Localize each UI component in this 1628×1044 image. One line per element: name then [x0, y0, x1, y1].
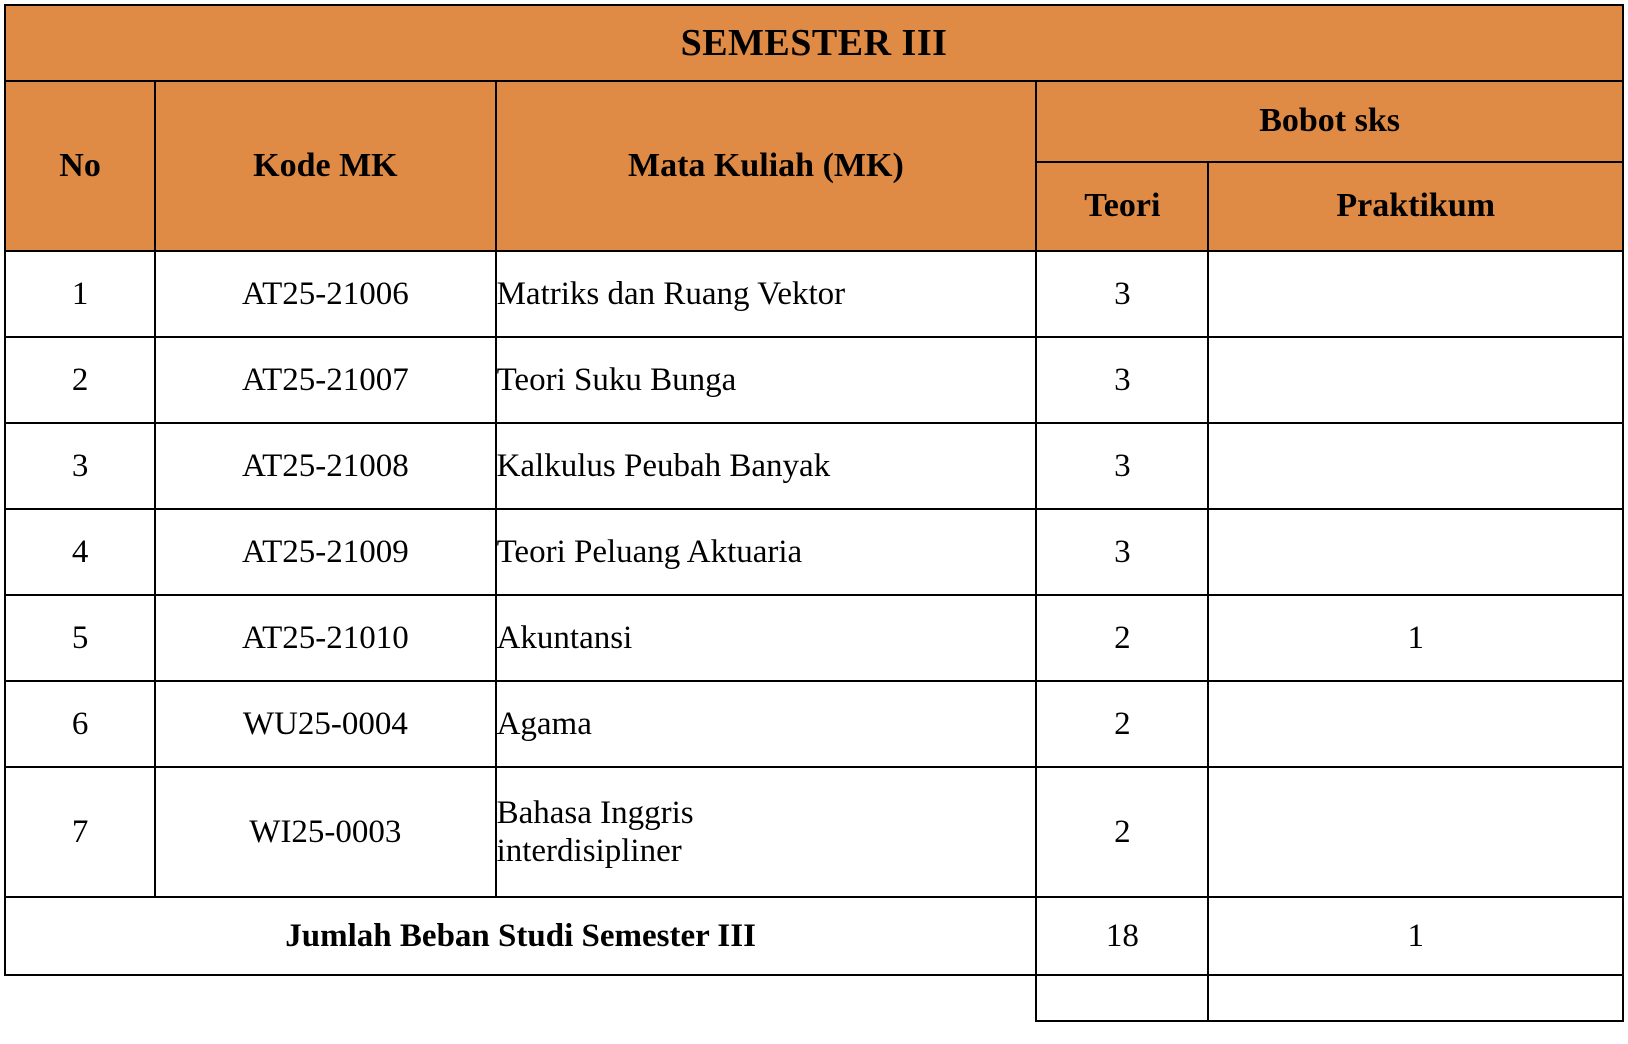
row-kode: AT25-21008 — [155, 423, 495, 509]
table-tail-row — [5, 975, 1623, 1021]
row-no: 3 — [5, 423, 155, 509]
header-no: No — [5, 81, 155, 251]
tail-spacer-left — [5, 975, 1036, 1021]
document-page — [0, 4, 1628, 1044]
row-kode: AT25-21010 — [155, 595, 495, 681]
total-label: Jumlah Beban Studi Semester III — [5, 897, 1036, 975]
row-teori: 3 — [1036, 251, 1208, 337]
table-row — [5, 423, 1623, 509]
row-teori: 3 — [1036, 423, 1208, 509]
row-kode: AT25-21007 — [155, 337, 495, 423]
row-mata-kuliah: Akuntansi — [496, 595, 1037, 681]
table-row — [5, 767, 1623, 897]
row-kode: AT25-21006 — [155, 251, 495, 337]
table-row — [5, 681, 1623, 767]
table-row — [5, 251, 1623, 337]
table-total-row — [5, 897, 1623, 975]
row-mata-kuliah-line1: Bahasa Inggris — [496, 794, 694, 831]
header-bobot-sks: Bobot sks — [1036, 81, 1623, 162]
row-mata-kuliah: Teori Peluang Aktuaria — [496, 509, 1037, 595]
row-teori: 2 — [1036, 681, 1208, 767]
row-praktikum — [1208, 251, 1623, 337]
row-mata-kuliah: Agama — [496, 681, 1037, 767]
header-mata-kuliah: Mata Kuliah (MK) — [496, 81, 1037, 251]
table-row — [5, 337, 1623, 423]
table-row — [5, 509, 1623, 595]
row-no: 7 — [5, 767, 155, 897]
row-teori: 3 — [1036, 337, 1208, 423]
row-mata-kuliah-line2: interdisipliner — [496, 833, 682, 869]
semester-curriculum-table — [4, 4, 1624, 1022]
table-title: SEMESTER III — [5, 5, 1623, 81]
row-no: 2 — [5, 337, 155, 423]
row-teori: 2 — [1036, 595, 1208, 681]
row-praktikum — [1208, 767, 1623, 897]
row-no: 6 — [5, 681, 155, 767]
tail-teori-cell — [1036, 975, 1208, 1021]
row-mata-kuliah: Kalkulus Peubah Banyak — [496, 423, 1037, 509]
tail-praktikum-cell — [1208, 975, 1623, 1021]
row-praktikum — [1208, 509, 1623, 595]
row-no: 4 — [5, 509, 155, 595]
row-teori: 3 — [1036, 509, 1208, 595]
row-mata-kuliah: Teori Suku Bunga — [496, 337, 1037, 423]
row-no: 1 — [5, 251, 155, 337]
row-no: 5 — [5, 595, 155, 681]
row-kode: WI25-0003 — [155, 767, 495, 897]
header-praktikum: Praktikum — [1208, 162, 1623, 251]
table-title-row — [5, 5, 1623, 81]
row-kode: AT25-21009 — [155, 509, 495, 595]
header-teori: Teori — [1036, 162, 1208, 251]
row-mata-kuliah — [496, 767, 1037, 897]
row-praktikum — [1208, 681, 1623, 767]
row-praktikum — [1208, 423, 1623, 509]
total-praktikum: 1 — [1208, 897, 1623, 975]
table-row — [5, 595, 1623, 681]
header-kode-mk: Kode MK — [155, 81, 495, 251]
row-kode: WU25-0004 — [155, 681, 495, 767]
row-teori: 2 — [1036, 767, 1208, 897]
row-praktikum: 1 — [1208, 595, 1623, 681]
row-mata-kuliah: Matriks dan Ruang Vektor — [496, 251, 1037, 337]
table-header-row-1 — [5, 81, 1623, 162]
row-praktikum — [1208, 337, 1623, 423]
total-teori: 18 — [1036, 897, 1208, 975]
